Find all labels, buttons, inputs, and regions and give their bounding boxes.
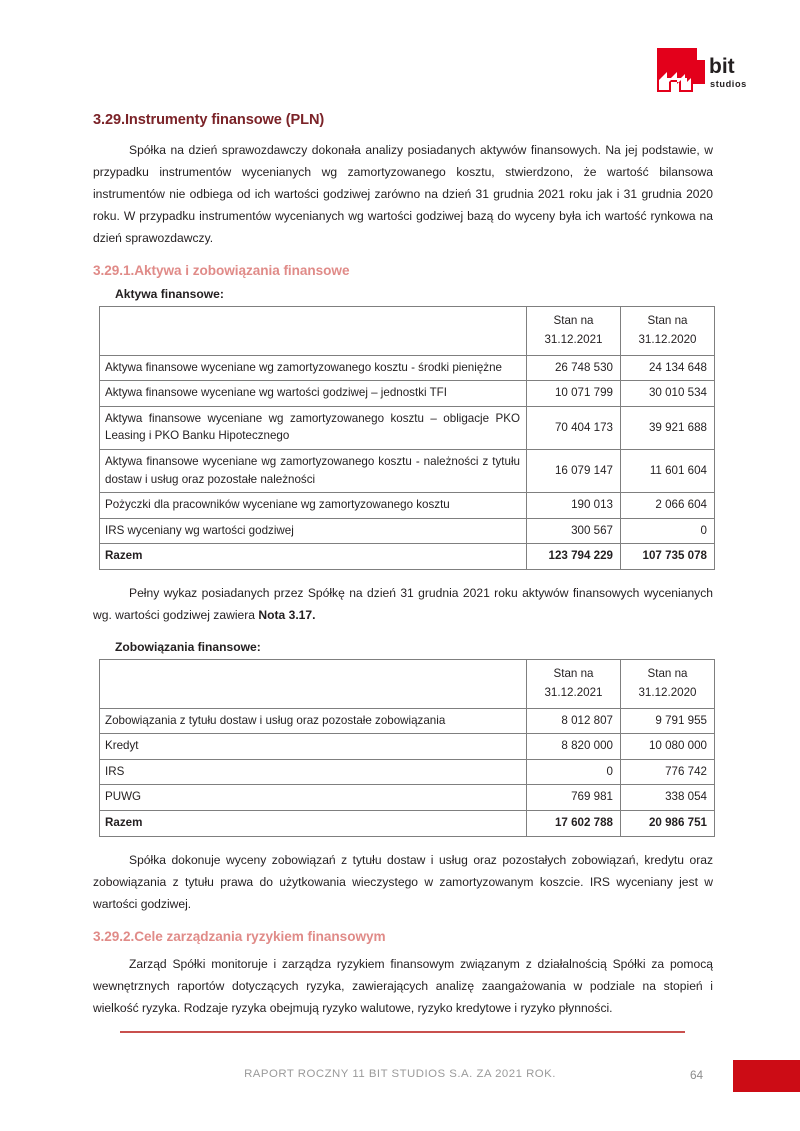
assets-header-2020-line2: 31.12.2020 [638,332,697,346]
assets-row-value-2020: 30 010 534 [621,381,715,407]
assets-header-2020-line1: Stan na [647,314,688,327]
section-intro-paragraph: Spółka na dzień sprawozdawczy dokonała analizy posiadanych aktywów finansowych. Na jej podstawie, w przypadku instrumentów wycenianych wg zamortyzowanego kosztu, stwierdzono, że wartość bilansowa instrumentów nie odbiega od ich wartości godziwej zarówno na dzień 31 grudnia 2021 roku jak i 31 grudnia 2020 roku. W przypadku instrumentów wycenianych wg wartości godziwej bazą do wyceny była ich wartość rynkowa na dzień sprawozdawczy. [93,143,713,245]
note-reference-bold: Nota 3.17. [258,608,316,623]
liabilities-table [99,659,715,837]
liabilities-total-label: Razem [100,811,527,837]
assets-row-value-2021: 16 079 147 [527,450,621,493]
assets-row-label: Aktywa finansowe wyceniane wg wartości godziwej – jednostki TFI [100,381,527,407]
company-logo [657,48,757,100]
liabilities-row-value-2021: 8 820 000 [527,734,621,760]
liabilities-row-value-2021: 8 012 807 [527,708,621,734]
liabilities-header-2020-line1: Stan na [647,667,688,681]
liabilities-row-label: Zobowiązania z tytułu dostaw i usług oraz pozostałe zobowiązania [100,708,527,734]
liabilities-row-value-2020: 338 054 [621,785,715,811]
assets-row-value-2020: 24 134 648 [621,355,715,381]
assets-row-label: Aktywa finansowe wyceniane wg zamortyzowanego kosztu - należności z tytułu dostaw i usług oraz pozostałe należności [100,450,527,493]
note-paragraph-text: Pełny wykaz posiadanych przez Spółkę na dzień 31 grudnia 2021 roku aktywów finansowych wycenianych wg. wartości godziwej zawiera [93,586,713,623]
table-header-row [100,307,715,356]
table-row [100,734,715,760]
assets-header-empty [100,307,527,356]
liabilities-header-2021-line1: Stan na [553,667,594,681]
assets-total-label: Razem [100,544,527,570]
assets-row-value-2021: 26 748 530 [527,355,621,381]
assets-table [99,306,715,570]
bit-studios-wordmark-icon [709,52,757,92]
liabilities-total-2020: 20 986 751 [621,811,715,837]
table-row [100,518,715,544]
liabilities-total-2021: 17 602 788 [527,811,621,837]
note-reference-paragraph [93,582,713,626]
assets-header-2020 [621,307,715,356]
assets-row-label: Aktywa finansowe wyceniane wg zamortyzowanego kosztu – obligacje PKO Leasing i PKO Banku Hipotecznego [100,406,527,449]
liabilities-row-value-2020: 776 742 [621,759,715,785]
subsection-1-heading: 3.29.1.Aktywa i zobowiązania finansowe [93,263,350,278]
table-row [100,708,715,734]
liabilities-header-2021-line2: 31.12.2021 [544,685,603,699]
table-row [100,450,715,493]
assets-row-label: Pożyczki dla pracowników wyceniane wg zamortyzowanego kosztu [100,493,527,519]
assets-total-2021: 123 794 229 [527,544,621,570]
assets-row-value-2020: 11 601 604 [621,450,715,493]
liabilities-header-empty [100,660,527,709]
assets-header-2021 [527,307,621,356]
subsection-2-paragraph: Zarząd Spółki monitoruje i zarządza ryzykiem finansowym związanym z działalnością Spółki za pomocą wewnętrznych raportów dotyczących ryzyka, zawierających analizę zaangażowania w podziale na stopień i wielkość ryzyka. Rodzaje ryzyka obejmują ryzyko walutowe, ryzyko kredytowe i ryzyko płynności. [93,956,713,1015]
footer-accent-block [733,1060,800,1092]
footer-divider [120,1031,685,1033]
assets-header-2021-line1: Stan na [553,314,594,327]
table-row [100,381,715,407]
liabilities-header-2020-line2: 31.12.2020 [638,685,697,699]
assets-header-2021-line2: 31.12.2021 [544,332,603,346]
11-bit-studios-mark-icon [657,48,705,92]
assets-row-label: Aktywa finansowe wyceniane wg zamortyzowanego kosztu - środki pieniężne [100,355,527,381]
assets-row-value-2020: 0 [621,518,715,544]
liabilities-row-value-2021: 769 981 [527,785,621,811]
table-row [100,406,715,449]
subsection-2-heading: 3.29.2.Cele zarządzania ryzykiem finansowym [93,928,386,944]
liabilities-total-row [100,811,715,837]
table-header-row [100,660,715,709]
footer-report-title: RAPORT ROCZNY 11 BIT STUDIOS S.A. ZA 2021 ROK. [244,1068,556,1080]
assets-row-value-2021: 190 013 [527,493,621,519]
assets-row-value-2020: 2 066 604 [621,493,715,519]
liabilities-row-value-2020: 9 791 955 [621,708,715,734]
assets-total-2020: 107 735 078 [621,544,715,570]
assets-row-value-2021: 70 404 173 [527,406,621,449]
liabilities-row-label: PUWG [100,785,527,811]
liabilities-header-2021 [527,660,621,709]
liabilities-row-label: IRS [100,759,527,785]
assets-row-label: IRS wyceniany wg wartości godziwej [100,518,527,544]
svg-text:studios: studios [710,79,747,89]
assets-total-row [100,544,715,570]
liabilities-row-value-2020: 10 080 000 [621,734,715,760]
section-heading: 3.29.Instrumenty finansowe (PLN) [93,112,325,128]
table-row [100,759,715,785]
assets-table-caption: Aktywa finansowe: [115,287,224,301]
assets-row-value-2021: 300 567 [527,518,621,544]
closing-paragraph: Spółka dokonuje wyceny zobowiązań z tytułu dostaw i usług oraz pozostałych zobowiązań, kredytu oraz zobowiązania z tytułu prawa do użytkowania wieczystego w zamortyzowanym koszcie. IRS wyceniany jest w wartości godziwej. [93,852,713,911]
liabilities-header-2020 [621,660,715,709]
liabilities-table-caption: Zobowiązania finansowe: [115,640,261,655]
liabilities-row-value-2021: 0 [527,759,621,785]
table-row [100,355,715,381]
svg-text:bit: bit [709,55,735,78]
table-row [100,785,715,811]
page-content [93,112,713,1023]
liabilities-row-label: Kredyt [100,734,527,760]
assets-row-value-2021: 10 071 799 [527,381,621,407]
page-number: 64 [690,1068,704,1082]
table-row [100,493,715,519]
assets-row-value-2020: 39 921 688 [621,406,715,449]
